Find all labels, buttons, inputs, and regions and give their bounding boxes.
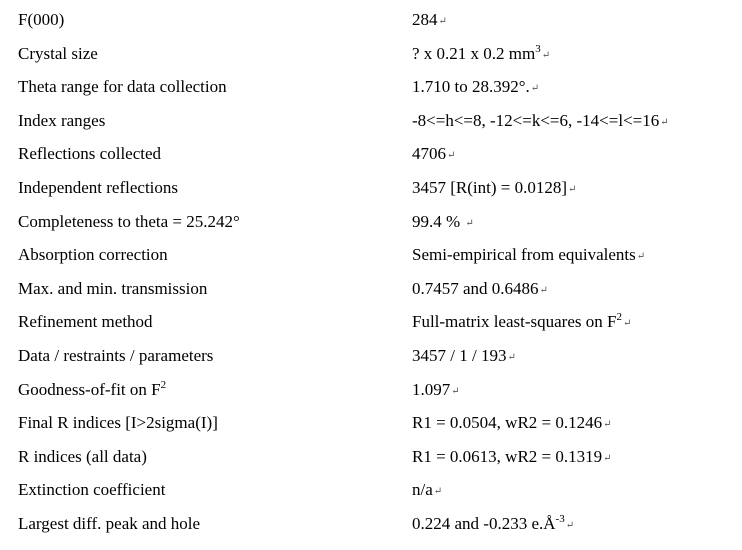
row-data-restraints-parameters — [0, 339, 742, 373]
row-value: 1.710 to 28.392°.↵ — [412, 77, 540, 97]
row-final-r-indices — [0, 406, 742, 440]
crystal-data-table — [0, 3, 742, 541]
row-largest-diff-peak — [0, 507, 742, 541]
row-value: 0.224 and -0.233 $e.Å^{-3}↵$ — [412, 512, 575, 533]
paragraph-mark-icon: ↵ — [636, 251, 646, 263]
row-value: ? x 0.21 x 0.2 $mm^3↵$ — [412, 42, 551, 63]
paragraph-mark-icon: ↵ — [433, 486, 443, 498]
row-crystal-size — [0, 37, 742, 71]
paragraph-mark-icon: ↵ — [438, 16, 447, 27]
paragraph-mark-icon: ↵ — [660, 116, 669, 128]
row-absorption-correction — [0, 238, 742, 272]
paragraph-mark-icon: ↵ — [603, 419, 612, 431]
row-value: -8<=h<=8, -12<=k<=6, -14<=l<=16↵ — [412, 110, 669, 130]
paragraph-mark-icon: ↵ — [530, 83, 540, 95]
row-theta-range — [0, 70, 742, 104]
row-r-indices-all — [0, 440, 742, 474]
row-label: Crystal size — [18, 43, 98, 63]
row-label: R indices (all data) — [18, 446, 147, 466]
row-label: Completeness to theta = 25.242° — [18, 211, 240, 231]
row-value: 0.7457 and 0.6486↵ — [412, 278, 548, 298]
row-value: n/a↵ — [412, 480, 443, 500]
paragraph-mark-icon: ↵ — [541, 49, 551, 61]
row-label: Refinement method — [18, 312, 153, 332]
row-label: Largest diff. peak and hole — [18, 513, 201, 533]
paragraph-mark-icon: ↵ — [447, 150, 456, 162]
paragraph-mark-icon: ↵ — [465, 217, 474, 229]
row-value: 3457 [R(int) = 0.0128]↵ — [412, 177, 577, 197]
paragraph-mark-icon: ↵ — [568, 183, 577, 195]
superscript: 3 — [535, 42, 541, 55]
row-label: Max. and min. transmission — [18, 278, 208, 298]
row-label: Reflections collected — [18, 144, 162, 164]
paragraph-mark-icon: ↵ — [603, 452, 612, 464]
row-value: 99.4 % ↵ — [412, 211, 474, 231]
superscript: 2 — [160, 378, 167, 391]
row-refinement-method — [0, 305, 742, 339]
row-completeness — [0, 205, 742, 239]
paragraph-mark-icon: ↵ — [622, 318, 632, 330]
paragraph-mark-icon: ↵ — [451, 385, 460, 397]
row-value: 1.097↵ — [412, 379, 460, 399]
row-label: Theta range for data collection — [18, 77, 227, 97]
paragraph-mark-icon: ↵ — [565, 519, 575, 531]
row-label: Extinction coefficient — [18, 480, 166, 500]
row-value: 4706↵ — [412, 144, 456, 164]
row-goodness-of-fit — [0, 373, 742, 407]
row-label: Final R indices [I>2sigma(I)] — [18, 413, 218, 433]
row-value: R1 = 0.0613, wR2 = 0.1319↵ — [412, 446, 612, 466]
row-label: F(000) — [18, 10, 65, 29]
row-value: 3457 / 1 / 193↵ — [412, 345, 516, 365]
row-value: Full-matrix least-squares on $F^2↵$ — [412, 311, 632, 332]
row-index-ranges — [0, 104, 742, 138]
superscript: 2 — [616, 311, 622, 324]
row-label: Data / restraints / parameters — [18, 345, 214, 365]
row-label: Goodness-of-fit on $F^2$ — [18, 378, 167, 399]
row-label: Absorption correction — [18, 245, 168, 265]
row-extinction-coefficient — [0, 473, 742, 507]
row-value: 284↵ — [412, 10, 447, 29]
row-transmission — [0, 272, 742, 306]
superscript: -3 — [555, 512, 565, 525]
row-value: R1 = 0.0504, wR2 = 0.1246↵ — [412, 413, 612, 433]
paragraph-mark-icon: ↵ — [539, 284, 548, 296]
row-reflections-collected — [0, 137, 742, 171]
row-value: Semi-empirical from equivalents↵ — [412, 245, 646, 265]
paragraph-mark-icon: ↵ — [507, 351, 516, 363]
row-label: Index ranges — [18, 110, 106, 130]
row-label: Independent reflections — [18, 177, 179, 197]
row-independent-reflections — [0, 171, 742, 205]
row-f000 — [0, 3, 742, 37]
